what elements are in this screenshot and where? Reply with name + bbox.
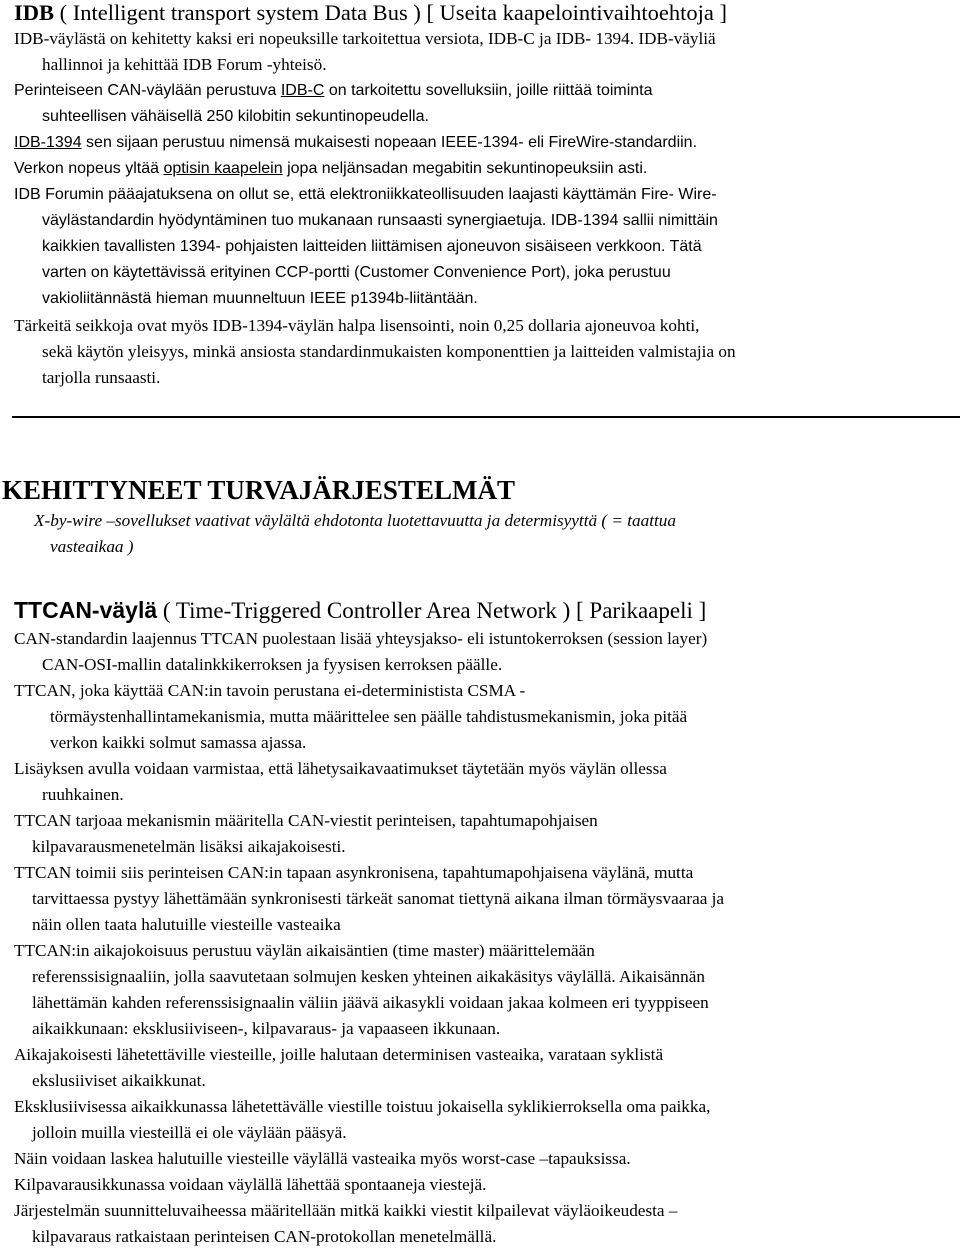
ttcan-line: jolloin muilla viesteillä ei ole väylään pääsyä. (32, 1123, 347, 1142)
ttcan-line: TTCAN:in aikajokoisuus perustuu väylän aikaisäntien (time master) määrittelemään (14, 941, 595, 960)
ttcan-line: Lisäyksen avulla voidaan varmistaa, että lähetysaikavaatimukset täytetään myös väylän ollessa (14, 759, 667, 778)
ttcan-title-subtitle: ( Time-Triggered Controller Area Network ) [ Parikaapeli ] (157, 598, 707, 623)
ttcan-line: Kilpavarausikkunassa voidaan väylällä lähettää spontaaneja viestejä. (14, 1175, 487, 1194)
idb-p4-text-a: Verkon nopeus yltää (14, 160, 164, 177)
ttcan-line: kilpavarausmenetelmän lisäksi aikajakoisesti. (32, 837, 346, 856)
ttcan-line: referenssisignaaliin, jolla saavutetaan solmujen kesken yhteinen aikakäsitys väylällä. Aikaisännän (32, 967, 705, 986)
idb-title (14, 0, 727, 27)
ttcan-line: TTCAN toimii siis perinteisen CAN:in tapaan asynkronisena, tapahtumapohjaisena väylänä, mutta (14, 863, 694, 882)
idb-title-bold: IDB (14, 0, 55, 25)
ttcan-line: aikaikkunaan: eksklusiiviseen-, kilpavaraus- ja vapaaseen ikkunaan. (32, 1019, 501, 1038)
idb-p6-line-3: tarjolla runsaasti. (42, 368, 161, 387)
section-divider (12, 416, 960, 418)
idb-p2-line-1 (14, 78, 718, 104)
idb-p4-line (14, 156, 718, 182)
idb-p5-line-5: vakioliitännästä hieman muunneltuun IEEE p1394b-liitäntään. (42, 290, 478, 307)
idb-title-subtitle: ( Intelligent transport system Data Bus ) [ Useita kaapelointivaihtoehtoja ] (54, 0, 727, 25)
ttcan-line: verkon kaikki solmut samassa ajassa. (50, 733, 307, 752)
idb-p2-text-b: on tarkoitettu sovelluksiin, joille riittää toiminta (324, 82, 653, 99)
ttcan-line: näin ollen taata halutuille viesteille vasteaika (32, 915, 341, 934)
idb-p6-line-2: sekä käytön yleisyys, minkä ansiosta standardinmukaisten komponenttien ja laitteiden valmistajia on (42, 342, 736, 361)
idb-p2-text-a: Perinteiseen CAN-väylään perustuva (14, 82, 281, 99)
ttcan-line: törmäystenhallintamekanismia, mutta määrittelee sen päälle tahdistusmekanismin, joka pitää (50, 707, 688, 726)
ttcan-line: Näin voidaan laskea halutuille viesteille väylällä vasteaika myös worst-case –tapauksissa. (14, 1149, 631, 1168)
safety-subtitle-line-1: X-by-wire –sovellukset vaativat väylältä ehdotonta luotettavuutta ja determisyyttä ( = taattua (34, 511, 676, 530)
safety-subtitle-line-2: vasteaikaa ) (50, 537, 134, 556)
ttcan-title-bold: TTCAN-väylä (14, 597, 158, 623)
ttcan-line: CAN-standardin laajennus TTCAN puolestaan lisää yhteysjakso- eli istuntokerroksen (session layer) (14, 629, 708, 648)
idb-c-link[interactable]: IDB-C (280, 82, 325, 99)
idb-paragraph-benefits (14, 313, 736, 391)
idb-1394-link[interactable]: IDB-1394 (14, 134, 82, 151)
ttcan-line: Aikajakoisesti lähetettäville viesteille, joille halutaan determinisen vasteaika, varataan syklistä (14, 1045, 664, 1064)
ttcan-line: Eksklusiivisessa aikaikkunassa lähetettävälle viestille toistuu jokaisella syklikierroksella oma paikka, (14, 1097, 711, 1116)
ttcan-title (14, 594, 706, 627)
ttcan-line: kilpavaraus ratkaistaan perinteisen CAN-protokollan menetelmällä. (32, 1227, 497, 1246)
idb-p3-line (14, 130, 718, 156)
idb-p2-line-2: suhteellisen vähäisellä 250 kilobitin sekuntinopeudella. (42, 108, 429, 125)
idb-p1-line-1: IDB-väylästä on kehitetty kaksi eri nopeuksille tarkoitettua versiota, IDB-C ja IDB- 1394. IDB-väyliä (14, 29, 716, 48)
ttcan-line: ruuhkainen. (42, 785, 124, 804)
idb-p4-text-b: jopa neljänsadan megabitin sekuntinopeuksiin asti. (282, 160, 648, 177)
idb-paragraph-idbc (14, 78, 718, 312)
safety-systems-heading: KEHITTYNEET TURVAJÄRJESTELMÄT (2, 475, 515, 505)
idb-p3-text: sen sijaan perustuu nimensä mukaisesti nopeaan IEEE-1394- eli FireWire-standardiin. (81, 134, 698, 151)
safety-systems-subtitle (34, 508, 676, 560)
ttcan-line: lähettämän kahden referenssisignaalin väliin jäävä aikasykli voidaan jakaa kolmeen eri tyyppiseen (32, 993, 709, 1012)
ttcan-line: ekslusiiviset aikaikkunat. (32, 1071, 206, 1090)
optical-cable-link[interactable]: optisin kaapelein (163, 160, 283, 177)
ttcan-line: tarvittaessa pystyy lähettämään synkronisesti tärkeät sanomat tiettynä aikana ilman törmäysvaaraa ja (32, 889, 725, 908)
idb-p5-line-1: IDB Forumin pääajatuksena on ollut se, että elektroniikkateollisuuden laajasti käyttämän Fire- Wire- (14, 186, 717, 203)
ttcan-line: TTCAN, joka käyttää CAN:in tavoin perustana ei-deterministista CSMA - (14, 681, 526, 700)
idb-paragraph-versions (14, 26, 716, 78)
idb-p5-line-4: varten on käytettävissä erityinen CCP-portti (Customer Convenience Port), joka perustuu (42, 264, 671, 281)
idb-p5-line-3: kaikkien tavallisten 1394- pohjaisten laitteiden liittämisen ajoneuvon sisäiseen verkkoon. Tätä (42, 238, 702, 255)
ttcan-line: CAN-OSI-mallin datalinkkikerroksen ja fyysisen kerroksen päälle. (42, 655, 503, 674)
ttcan-line: TTCAN tarjoaa mekanismin määritella CAN-viestit perinteisen, tapahtumapohjaisen (14, 811, 598, 830)
idb-p1-line-2: hallinnoi ja kehittää IDB Forum -yhteisö. (42, 55, 327, 74)
ttcan-body (14, 626, 724, 1250)
idb-p5-line-2: väylästandardin hyödyntäminen tuo mukanaan runsaasti synergiaetuja. IDB-1394 sallii nimittäin (42, 212, 718, 229)
idb-p6-line-1: Tärkeitä seikkoja ovat myös IDB-1394-väylän halpa lisensointi, noin 0,25 dollaria ajoneuvoa kohti, (14, 316, 700, 335)
ttcan-line: Järjestelmän suunnitteluvaiheessa määritellään mitkä kaikki viestit kilpailevat väyläoikeudesta – (14, 1201, 678, 1220)
